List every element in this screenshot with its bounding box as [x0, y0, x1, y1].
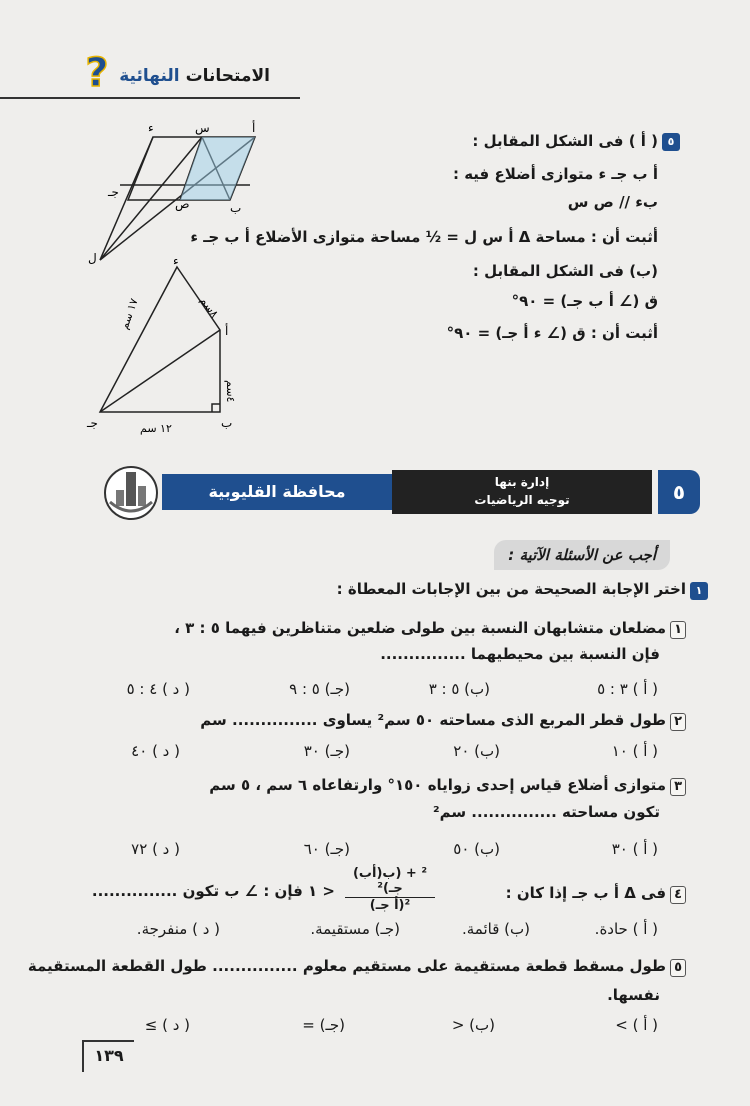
- q1-item2-option-d[interactable]: ( د ) ٤٠: [131, 742, 180, 760]
- q1-item3-option-b[interactable]: (ب) ٥٠: [453, 840, 500, 858]
- q1-badge: ١: [690, 582, 708, 600]
- q1-item1-option-d[interactable]: ( د ) ٤ : ٥: [126, 680, 190, 698]
- fig2-label-d: ء: [173, 255, 179, 268]
- q1-item3-line2: تكون مساحته ............... سم²: [432, 803, 660, 821]
- figure-parallelogram: [80, 120, 280, 270]
- fig2-side-da: ٨سم: [197, 294, 222, 321]
- figure-quadrilateral: [85, 255, 245, 445]
- q1-title: اختر الإجابة الصحيحة من بين الإجابات المعطاة :: [336, 580, 686, 598]
- q5-a-line1: أ ب جـ ء متوازى أضلاع فيه :: [452, 165, 658, 183]
- q1-item1-option-c[interactable]: (جـ) ٥ : ٩: [289, 680, 350, 698]
- q5-a-line3: أثبت أن : مساحة Δ أ س ل = ½ مساحة متوازى الأضلاع أ ب جـ ء: [190, 228, 658, 246]
- q1-item4-option-d[interactable]: ( د ) منفرجة.: [136, 920, 220, 938]
- header-title: الامتحانات النهائية: [119, 66, 270, 86]
- q1-item3-option-d[interactable]: ( د ) ٧٢: [131, 840, 180, 858]
- q1-item4-option-b[interactable]: (ب) قائمة.: [462, 920, 530, 938]
- q5-b-line2: أثبت أن : ق (∠ ء أ جـ) = ٩٠°: [446, 324, 658, 342]
- header-rule: [0, 97, 300, 99]
- q1-item3-option-c[interactable]: (جـ) ٦٠: [303, 840, 350, 858]
- q5-badge: ٥: [662, 133, 680, 151]
- q1-item2-option-b[interactable]: (ب) ٢٠: [453, 742, 500, 760]
- q1-item2: ٢طول قطر المربع الذى مساحته ٥٠ سم² يساوى ............... سم: [200, 707, 686, 733]
- fig2-side-dc: ١٧ سم: [117, 296, 141, 332]
- q1-item3: ٣متوازى أضلاع قياس إحدى زواياه ١٥٠° وارتفاعاه ٦ سم ، ٥ سم: [209, 772, 686, 798]
- q1-item5-option-c[interactable]: (جـ) =: [302, 1016, 345, 1034]
- q1-item5-option-b[interactable]: (ب) <: [451, 1016, 495, 1034]
- fig2-side-bc: ١٢ سم: [140, 422, 172, 435]
- q5-a-line2: بء // ص س: [567, 193, 658, 211]
- fig1-label-c: جـ: [108, 185, 119, 199]
- fig1-label-s: س: [195, 121, 210, 135]
- q1-item4-option-c[interactable]: (جـ) مستقيمة.: [310, 920, 400, 938]
- q1-item5-line2: نفسها.: [607, 986, 660, 1004]
- fig1-label-l: ل: [88, 251, 97, 265]
- fig2-label-a: أ: [225, 324, 229, 338]
- fig1-label-b: ب: [230, 201, 242, 215]
- fig1-label-sad: ص: [175, 197, 190, 211]
- q1-item3-option-a[interactable]: ( أ ) ٣٠: [611, 840, 658, 858]
- fig2-label-b: ب: [221, 416, 233, 430]
- q5-b-line1: ق (∠ أ ب جـ) = ٩٠°: [511, 292, 658, 310]
- banner-number-box: ٥: [658, 470, 700, 514]
- q1-item5: ٥طول مسقط قطعة مستقيمة على مستقيم معلوم ............... طول القطعة المستقيمة: [28, 953, 686, 979]
- governorate-emblem-icon: [100, 460, 162, 522]
- q1-item1-line2: فإن النسبة بين محيطيهما ...............: [380, 645, 660, 663]
- q1-item2-option-c[interactable]: (جـ) ٣٠: [303, 742, 350, 760]
- fig1-label-d: ء: [148, 121, 154, 135]
- page-number: ١٣٩: [82, 1040, 134, 1072]
- banner-admin-box: إدارة بنها توجيه الرياضيات: [392, 470, 652, 514]
- banner-governorate-box: محافظة القليوبية: [162, 474, 392, 510]
- q1-item2-option-a[interactable]: ( أ ) ١٠: [611, 742, 658, 760]
- fig2-label-c: جـ: [87, 416, 98, 430]
- q1-item4: ٤فى Δ أ ب جـ إذا كان :: [506, 880, 686, 906]
- question-mark-icon: [82, 52, 112, 92]
- fig1-label-a: أ: [252, 121, 256, 135]
- page-header: [0, 50, 750, 100]
- q1-item5-option-d[interactable]: ( د ) ≥: [144, 1016, 190, 1034]
- q1-item4-option-a[interactable]: ( أ ) حادة.: [594, 920, 658, 938]
- q5-b-label: (ب) فى الشكل المقابل :: [472, 262, 658, 280]
- svg-text:?: ?: [85, 52, 109, 92]
- q1-item4-fraction: (أب)² + (ب جـ)² (أ جـ)²: [345, 866, 435, 913]
- q1-item4-line1b: < ١ فإن : ∠ ب تكون ...............: [91, 882, 335, 900]
- q1-item5-option-a[interactable]: ( أ ) >: [615, 1016, 658, 1034]
- q5-a-label: ( أ ) فى الشكل المقابل :: [472, 132, 658, 150]
- governorate-banner: [100, 460, 700, 522]
- fig2-side-ab: ٤سم: [224, 380, 237, 403]
- section-title: أجب عن الأسئلة الآتية :: [494, 540, 670, 570]
- q1-item1-option-a[interactable]: ( أ ) ٣ : ٥: [597, 680, 658, 698]
- q1-item1: ١مضلعان متشابهان النسبة بين طولى ضلعين متناظرين فيهما ٥ : ٣ ،: [174, 615, 686, 641]
- q1-item1-option-b[interactable]: (ب) ٥ : ٣: [428, 680, 490, 698]
